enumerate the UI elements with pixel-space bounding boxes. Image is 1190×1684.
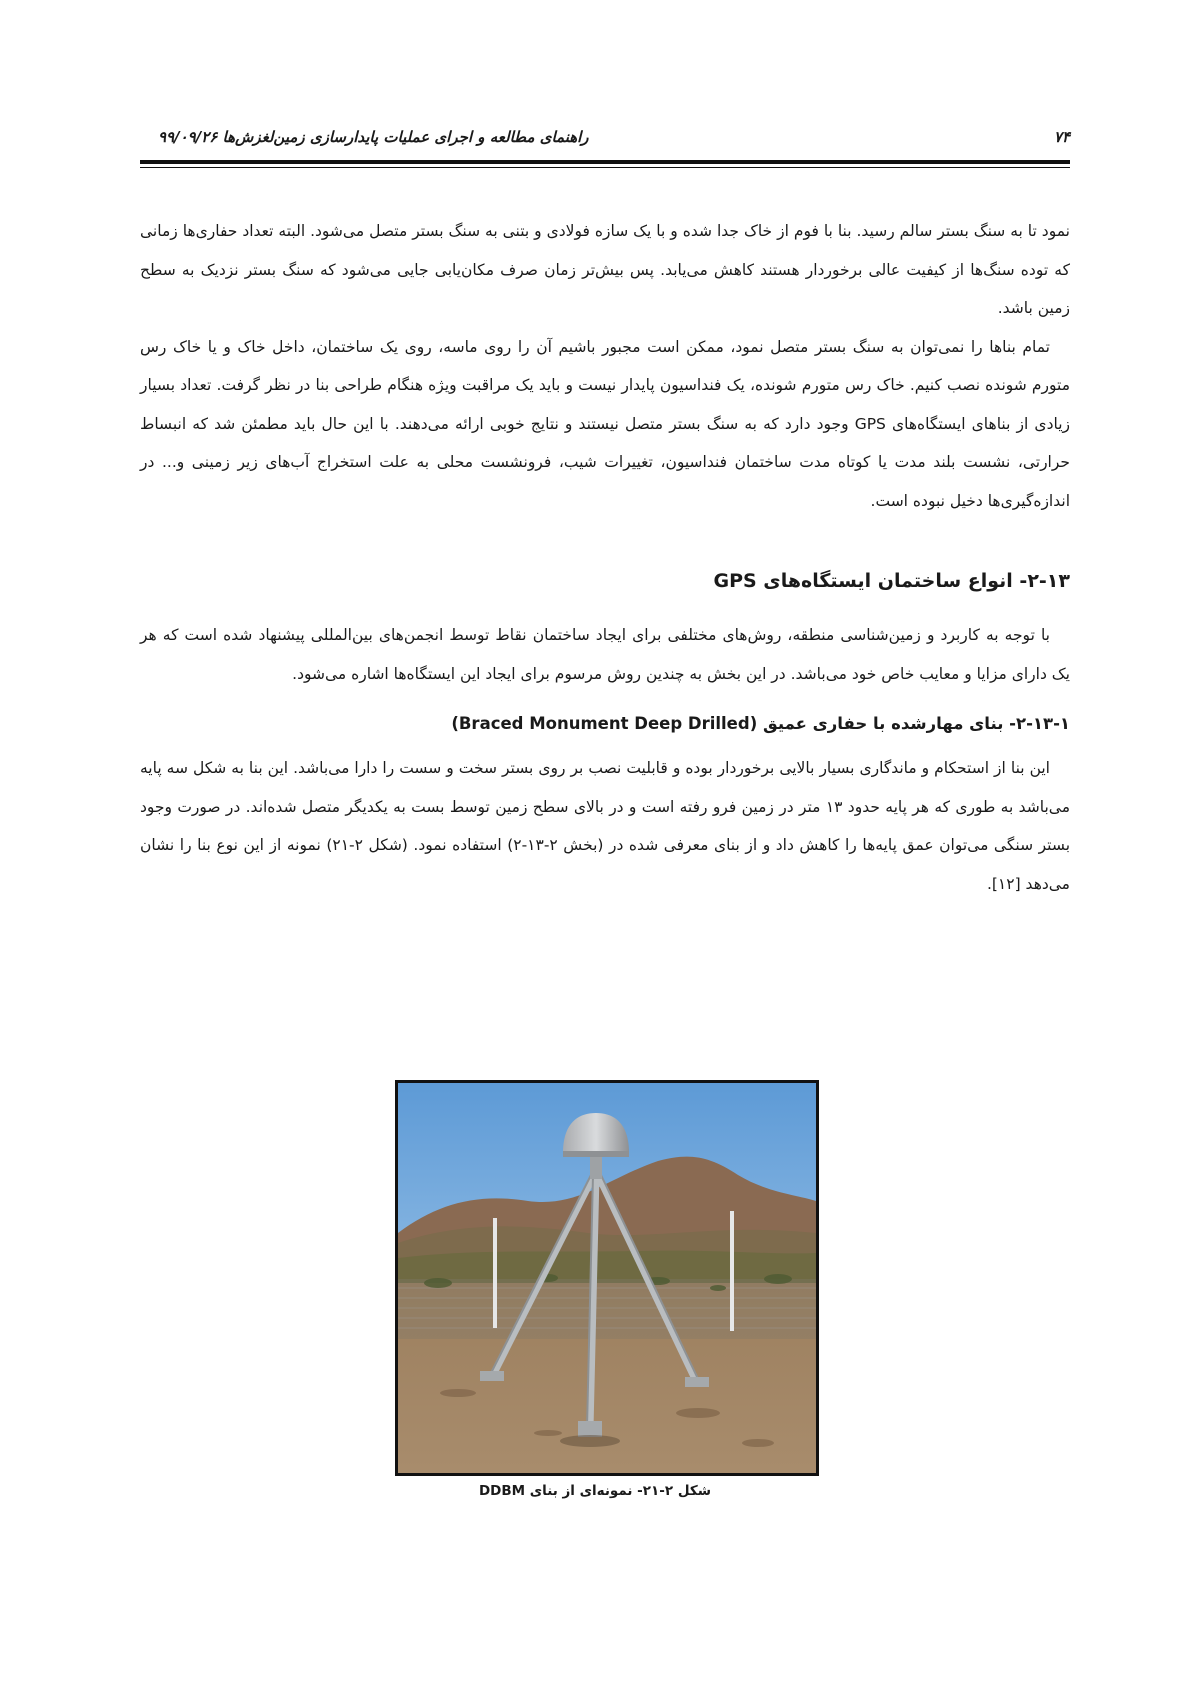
page-number: ۷۴ [1053,128,1070,146]
header-title-block [140,128,589,146]
paragraph-1: نمود تا به سنگ بستر سالم رسید. بنا با فوم از خاک جدا شده و با یک سازه فولادی و بتنی به سنگ بستر متصل می‌شود. البته تعداد حفاری‌ها زمانی که توده سنگ‌ها از کیفیت عالی برخوردار هستند کاهش می‌یابد. پس بیش‌تر زمان صرف مکان‌یابی جایی می‌شود که سنگ بستر نزدیک به سطح زمین باشد. [140,222,1070,317]
page-content [140,212,1070,903]
header-date: ۹۹/۰۹/۲۶ [158,128,218,146]
running-header [140,120,1070,154]
figure-caption: شکل ۲-۲۱- نمونه‌ای از بنای DDBM [478,1483,712,1499]
subsection-heading: ۲-۱۳-۱- بنای مهارشده با حفاری عمیق (Braced Monument Deep Drilled) [451,714,1070,733]
section-heading: ۲-۱۳- انواع ساختمان ایستگاه‌های GPS [713,570,1070,592]
figure-photo-gps-monument [395,1080,819,1476]
paragraph-4: این بنا از استحکام و ماندگاری بسیار بالایی برخوردار بوده و قابلیت نصب بر روی بستر سخت و سست را دارا می‌باشد. این بنا به شکل سه پایه می‌باشد به طوری که هر پایه حدود ۱۳ متر در زمین فرو رفته است و در بالای سطح زمین توسط بست به یکدیگر متصل شده‌اند. در صورت وجود بستر سنگی می‌توان عمق پایه‌ها را کاهش داد و از بنای معرفی شده در (بخش ۲-۱۳-۲) استفاده نمود. (شکل ۲-۲۱) نمونه از این نوع بنا را نشان می‌دهد [۱۲]. [140,759,1071,893]
paragraph-2: تمام بناها را نمی‌توان به سنگ بستر متصل نمود، ممکن است مجبور باشیم آن را روی ماسه، روی یک ساختمان، داخل خاک و یا خاک رس متورم شونده نصب کنیم. خاک رس متورم شونده، یک فنداسیون پایدار نیست و باید یک مراقبت ویژه هنگام طراحی بنا در نظر گرفت. تعداد بسیار زیادی از بناهای ایستگاه‌های GPS وجود دارد که به سنگ بستر متصل نیستند و نتایج خوبی ارائه می‌دهند. با این حال باید مطمئن شد که انبساط حرارتی، نشست بلند مدت یا کوتاه مدت ساختمان فنداسیون، تغییرات شیب، فرونشست محلی به علت استخراج آب‌های زیر زمینی و... در اندازه‌گیری‌ها دخیل نبوده است. [140,337,1070,510]
header-rule-thin [140,167,1070,168]
header-rule-thick [140,160,1070,164]
paragraph-3: با توجه به کاربرد و زمین‌شناسی منطقه، روش‌های مختلفی برای ایجاد ساختمان نقاط توسط انجمن‌های بین‌المللی پیشنهاد شده است که هر یک دارای مزایا و معایب خاص خود می‌باشد. در این بخش به چندین روش مرسوم برای ایجاد این ایستگاه‌ها اشاره می‌شود. [140,626,1070,683]
header-title: راهنمای مطالعه و اجرای عملیات پایدارسازی زمین‌لغزش‌ها [222,128,589,146]
